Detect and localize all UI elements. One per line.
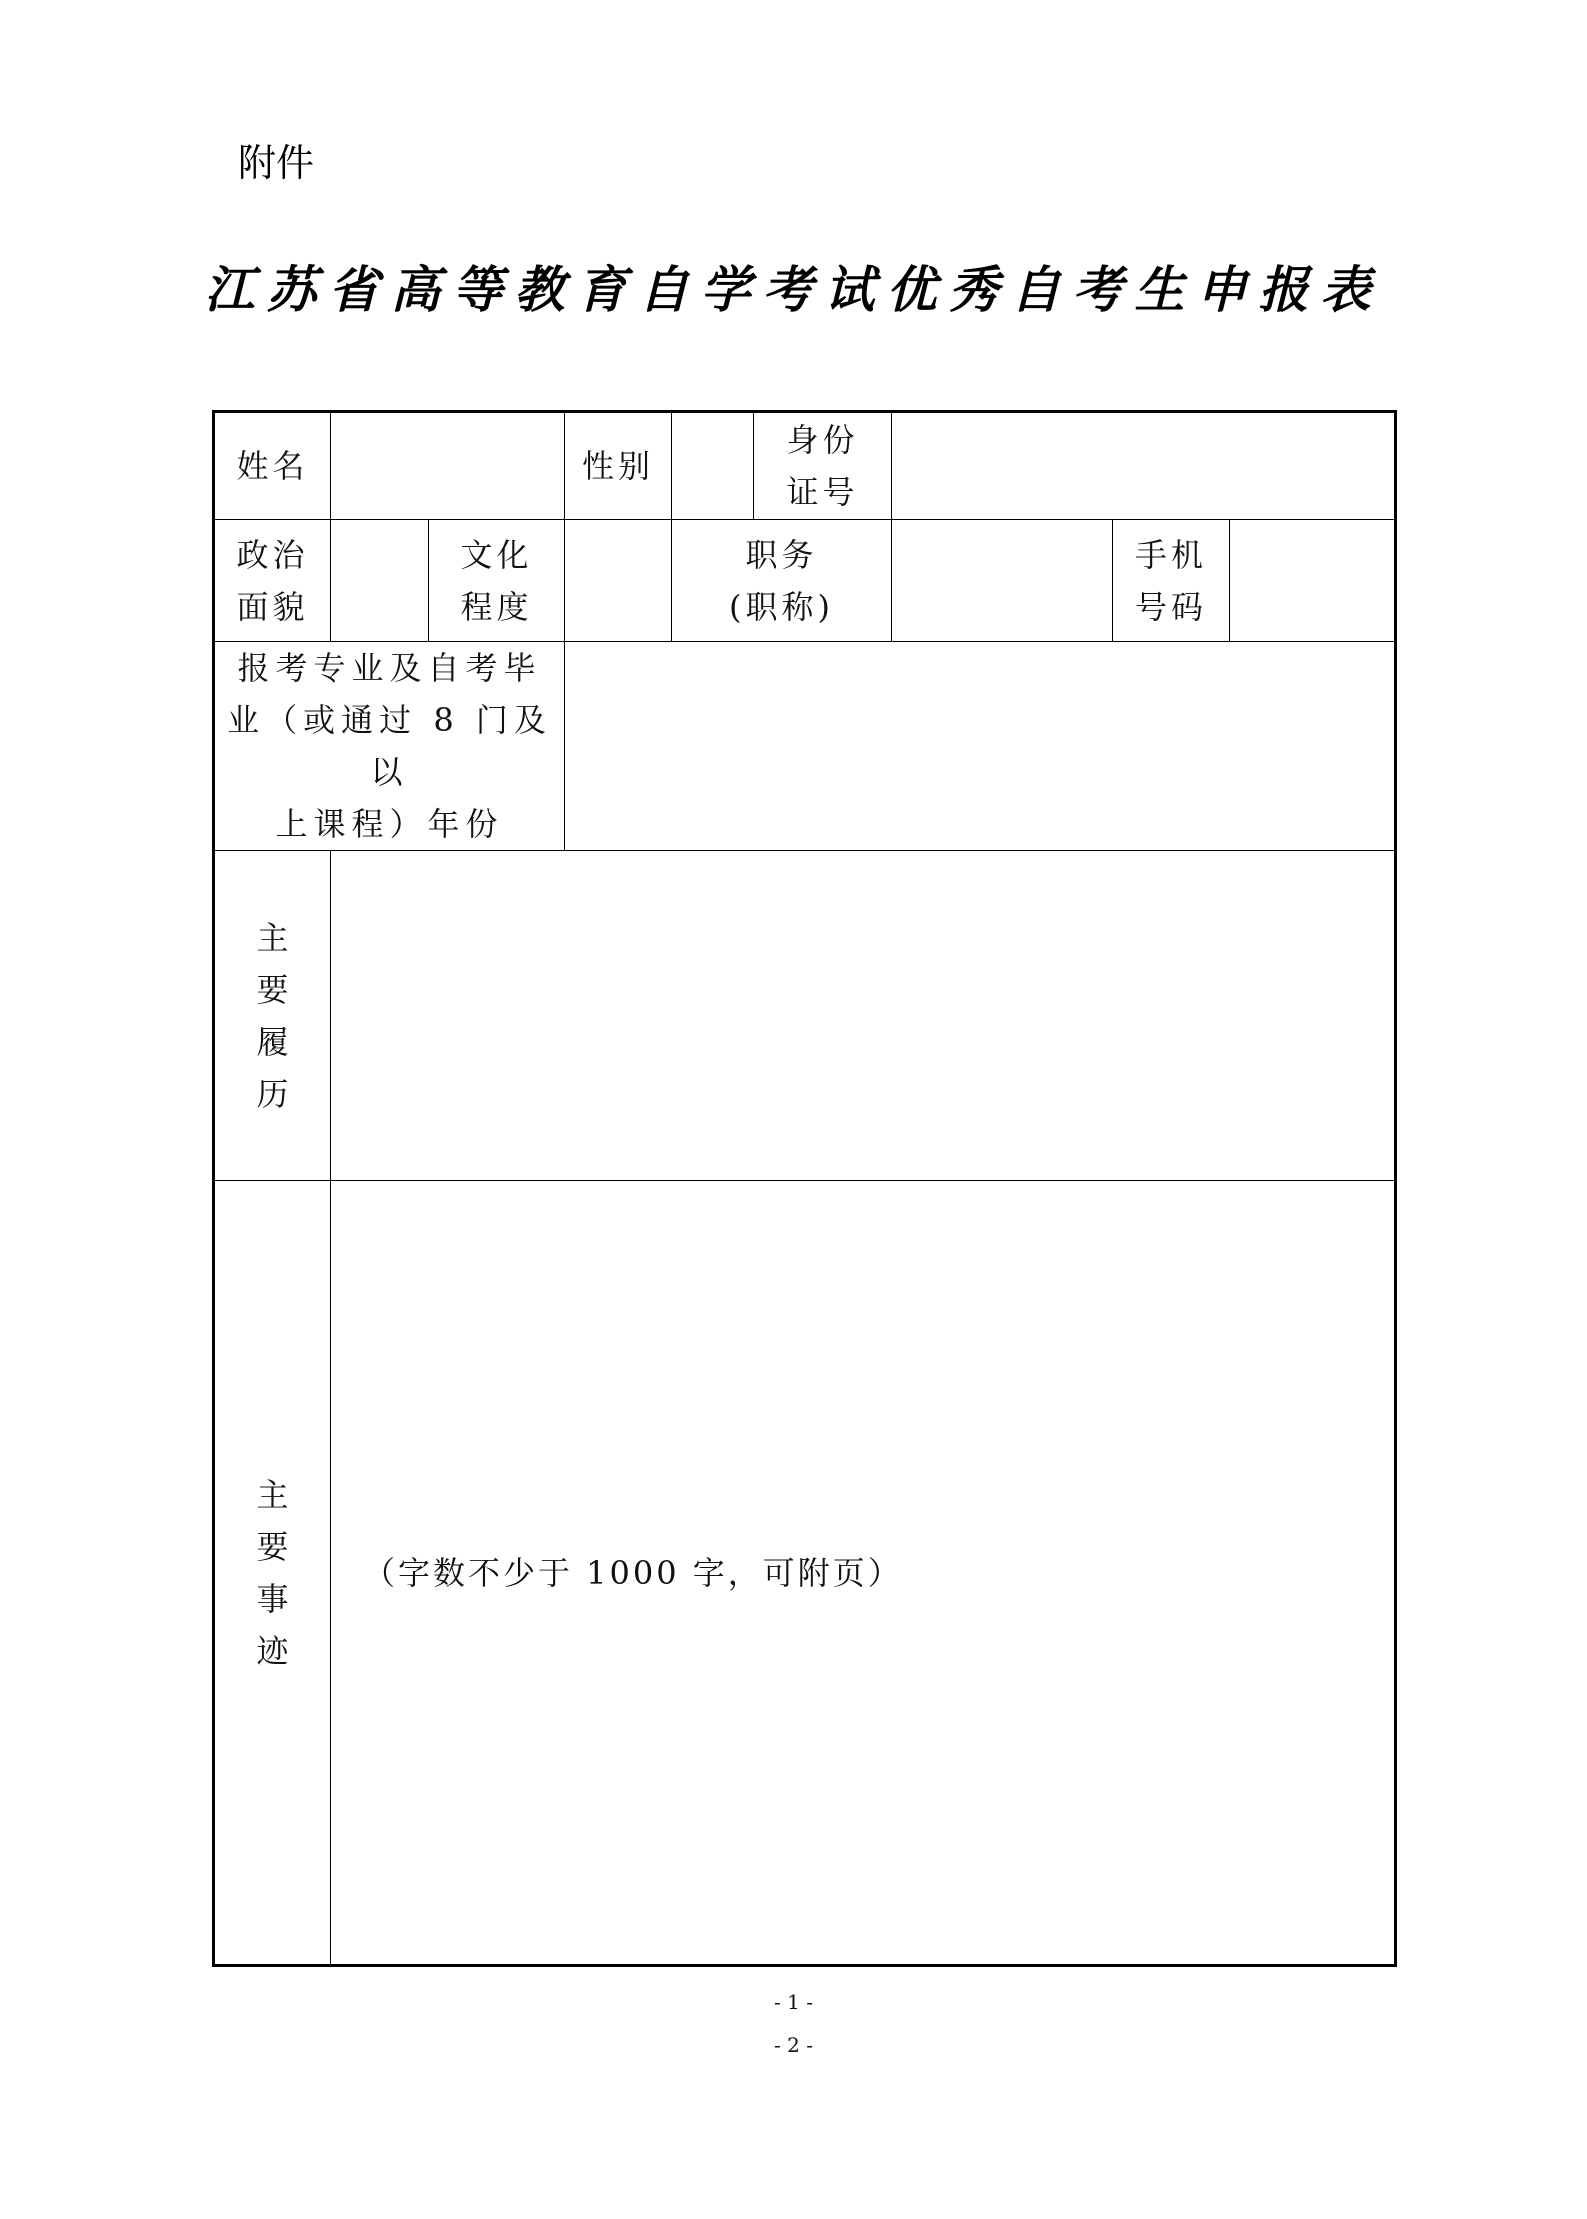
application-form — [212, 410, 1397, 1967]
name-field[interactable] — [331, 412, 565, 520]
position-label: 职务 (职称) — [672, 520, 892, 642]
deeds-note: （字数不少于 1000 字，可附页） — [363, 1553, 903, 1592]
education-level-label: 文化 程度 — [429, 520, 565, 642]
row-major — [214, 642, 1396, 851]
row-personal-details — [214, 520, 1396, 642]
row-basic-info — [214, 412, 1396, 520]
name-label: 姓名 — [214, 412, 331, 520]
row-resume — [214, 851, 1396, 1181]
resume-label: 主 要 履 历 — [214, 851, 331, 1181]
deeds-label: 主 要 事 迹 — [214, 1181, 331, 1966]
deeds-field[interactable] — [331, 1181, 1396, 1966]
form-title: 江苏省高等教育自学考试优秀自考生申报表 — [204, 260, 1383, 319]
major-label: 报考专业及自考毕 业（或通过 8 门及以 上课程）年份 — [214, 642, 565, 851]
attachment-label: 附件 — [238, 141, 315, 185]
education-level-field[interactable] — [565, 520, 672, 642]
gender-field[interactable] — [672, 412, 754, 520]
resume-field[interactable] — [331, 851, 1396, 1181]
row-deeds — [214, 1181, 1396, 1966]
gender-label: 性别 — [565, 412, 672, 520]
id-number-label: 身份 证号 — [754, 412, 892, 520]
id-number-field[interactable] — [892, 412, 1396, 520]
page-number-2: - 2 - — [774, 2033, 813, 2057]
political-status-field[interactable] — [331, 520, 429, 642]
political-status-label: 政治 面貌 — [214, 520, 331, 642]
position-field[interactable] — [892, 520, 1113, 642]
page-number-1: - 1 - — [774, 1990, 813, 2014]
major-field[interactable] — [565, 642, 1396, 851]
phone-label: 手机 号码 — [1113, 520, 1230, 642]
phone-field[interactable] — [1230, 520, 1396, 642]
